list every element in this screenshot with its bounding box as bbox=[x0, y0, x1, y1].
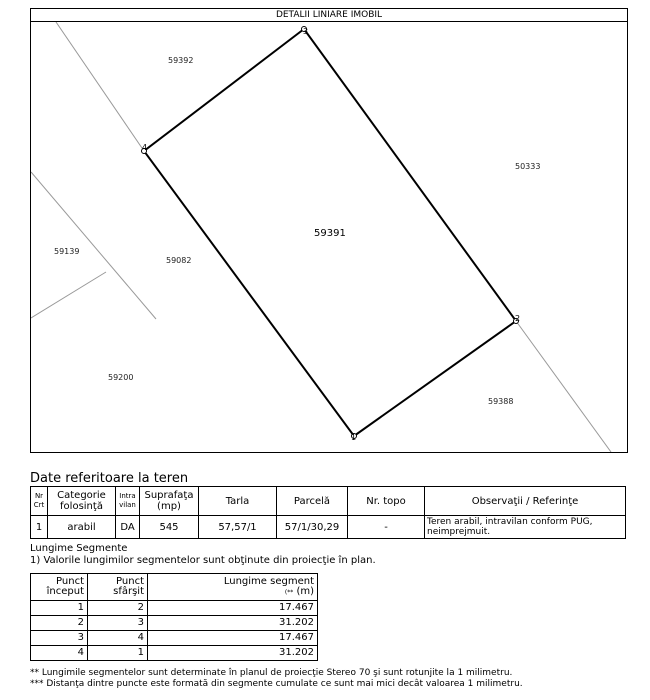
parcel-label-59082: 59082 bbox=[166, 256, 192, 265]
boundary-line bbox=[31, 172, 156, 319]
segments-table bbox=[30, 573, 318, 661]
table-row bbox=[31, 631, 318, 646]
cell-end: 1 bbox=[88, 646, 148, 661]
parcel-label-59139: 59139 bbox=[54, 247, 80, 256]
parcel-label-50333: 50333 bbox=[515, 162, 541, 171]
cell-intravilan: DA bbox=[116, 516, 140, 539]
header-intravilan: Intra vilan bbox=[116, 487, 140, 516]
cell-suprafata: 545 bbox=[140, 516, 199, 539]
footnotes bbox=[30, 668, 523, 690]
table-header-row bbox=[31, 574, 318, 601]
table-row bbox=[31, 601, 318, 616]
header-end: Punct sfârşit bbox=[88, 574, 148, 601]
parcel-label-main: 59391 bbox=[314, 228, 346, 239]
header-start: Punct început bbox=[31, 574, 88, 601]
boundary-line bbox=[31, 272, 106, 318]
segments-subtitle: 1) Valorile lungimilor segmentelor sunt obţinute din proiecţie în plan. bbox=[30, 555, 376, 566]
map-title: DETALII LINIARE IMOBIL bbox=[30, 8, 628, 22]
header-tarla: Tarla bbox=[199, 487, 277, 516]
cell-tarla: 57,57/1 bbox=[199, 516, 277, 539]
cell-categorie: arabil bbox=[48, 516, 116, 539]
segments-title: Lungime Segmente bbox=[30, 543, 128, 554]
cell-end: 2 bbox=[88, 601, 148, 616]
cell-start: 1 bbox=[31, 601, 88, 616]
header-length-marker: (** bbox=[284, 588, 294, 596]
cell-length: 31.202 bbox=[148, 646, 318, 661]
cell-end: 3 bbox=[88, 616, 148, 631]
cell-observatii: Teren arabil, intravilan conform PUG, neimprejmuit. bbox=[425, 516, 626, 539]
land-section-title: Date referitoare la teren bbox=[30, 471, 189, 486]
segments-heading bbox=[30, 543, 376, 567]
header-categorie: Categorie folosinţă bbox=[48, 487, 116, 516]
cell-nr-crt: 1 bbox=[31, 516, 48, 539]
cell-start: 2 bbox=[31, 616, 88, 631]
header-suprafata: Suprafaţa (mp) bbox=[140, 487, 199, 516]
point-label-3: 3 bbox=[303, 27, 309, 36]
footnote-2: *** Distanţa dintre puncte este formată din segmente cumulate ce sunt mai mici decât valoarea 1 milimetru. bbox=[30, 679, 523, 689]
cell-length: 31.202 bbox=[148, 616, 318, 631]
header-observatii: Observaţii / Referinţe bbox=[425, 487, 626, 516]
table-header-row bbox=[31, 487, 626, 516]
cell-end: 4 bbox=[88, 631, 148, 646]
cell-length: 17.467 bbox=[148, 631, 318, 646]
parcel-map-drawing bbox=[31, 22, 627, 452]
point-label-2: 2 bbox=[515, 314, 521, 323]
cell-nr-topo: - bbox=[348, 516, 425, 539]
point-label-1: 1 bbox=[351, 433, 357, 442]
header-length-unit: (m) bbox=[296, 585, 314, 597]
header-nr-topo: Nr. topo bbox=[348, 487, 425, 516]
parcel-map bbox=[30, 21, 628, 453]
boundary-line bbox=[516, 321, 611, 452]
table-row bbox=[31, 646, 318, 661]
cell-start: 4 bbox=[31, 646, 88, 661]
table-row bbox=[31, 616, 318, 631]
parcel-label-59392: 59392 bbox=[168, 56, 194, 65]
land-data-table bbox=[30, 486, 626, 539]
header-nr-crt: Nr Crt bbox=[31, 487, 48, 516]
header-length-label: Lungime segment bbox=[223, 575, 314, 587]
cell-start: 3 bbox=[31, 631, 88, 646]
point-label-4: 4 bbox=[142, 143, 148, 152]
boundary-line bbox=[56, 22, 144, 151]
parcel-label-59200: 59200 bbox=[108, 373, 134, 382]
cell-parcela: 57/1/30,29 bbox=[277, 516, 348, 539]
table-row bbox=[31, 516, 626, 539]
footnote-1: ** Lungimile segmentelor sunt determinate în planul de proiecţie Stereo 70 şi sunt rotunjite la 1 milimetru. bbox=[30, 668, 513, 678]
header-length bbox=[148, 574, 318, 601]
cell-length: 17.467 bbox=[148, 601, 318, 616]
header-parcela: Parcelă bbox=[277, 487, 348, 516]
parcel-label-59388: 59388 bbox=[488, 397, 514, 406]
